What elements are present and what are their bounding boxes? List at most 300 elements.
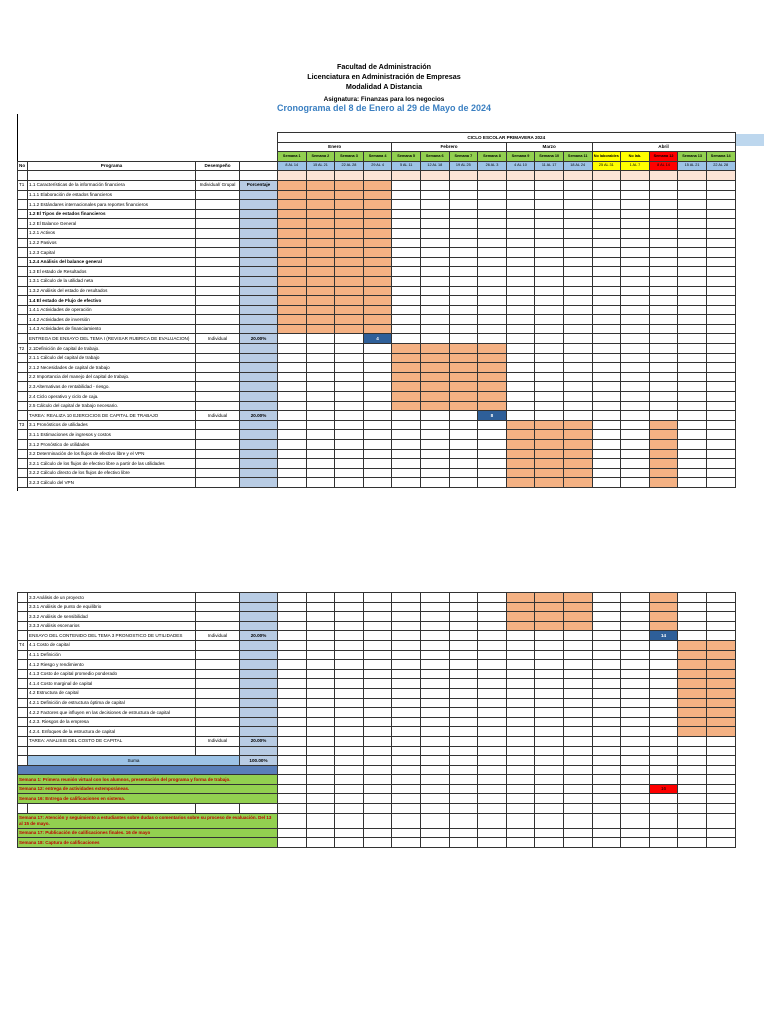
week-cell (592, 717, 621, 727)
row-topic (18, 334, 28, 344)
week-cell (621, 612, 650, 622)
week-cell (420, 305, 449, 315)
week-cell (478, 200, 507, 210)
week-cell (506, 679, 535, 689)
week-cell (649, 593, 678, 603)
week-cell (449, 180, 478, 190)
week-cell (392, 468, 421, 478)
week-header: Semana 10 (535, 152, 564, 162)
week-cell (306, 468, 335, 478)
week-cell (649, 228, 678, 238)
week-cell (621, 286, 650, 296)
week-cell (706, 631, 735, 641)
week-cell (506, 698, 535, 708)
row-mode (196, 324, 240, 334)
row-topic (18, 621, 28, 631)
row-activity: 3.3.1 Análisis de punto de equilibrio (28, 602, 196, 612)
week-cell (392, 717, 421, 727)
week-cell (363, 209, 392, 219)
row-percentage: 20.00% (240, 334, 278, 344)
week-cell (621, 267, 650, 277)
row-mode (196, 478, 240, 488)
week-cell (363, 765, 392, 775)
row-mode (196, 440, 240, 450)
week-cell (563, 200, 592, 210)
week-cell (449, 727, 478, 737)
week-cell (506, 688, 535, 698)
row-activity: 3.3.2 Análisis de sensibilidad (28, 612, 196, 622)
week-cell (506, 248, 535, 258)
week-cell (449, 315, 478, 325)
row-topic: T2 (18, 344, 28, 354)
week-cell (449, 305, 478, 315)
week-cell (678, 449, 707, 459)
row-percentage (240, 698, 278, 708)
week-cell (563, 650, 592, 660)
week-cell (706, 248, 735, 258)
week-cell (420, 640, 449, 650)
blank-cell (649, 746, 678, 756)
week-cell (449, 363, 478, 373)
week-cell (306, 276, 335, 286)
week-cell (506, 708, 535, 718)
week-cell (278, 775, 307, 785)
delivery-mark: 4 (363, 334, 392, 344)
week-cell (449, 621, 478, 631)
week-cell (478, 828, 507, 838)
week-cell (678, 669, 707, 679)
week-cell (621, 228, 650, 238)
week-cell (306, 401, 335, 411)
week-cell (306, 190, 335, 200)
row-percentage (240, 315, 278, 325)
week-cell (478, 813, 507, 828)
week-cell (563, 838, 592, 848)
row-mode (196, 353, 240, 363)
week-cell (535, 621, 564, 631)
row-activity: 2.1.2 Necesidades de capital de trabajo (28, 363, 196, 373)
week-cell (592, 315, 621, 325)
table-row (18, 468, 736, 478)
week-cell (306, 449, 335, 459)
week-cell (335, 794, 364, 804)
week-cell (563, 382, 592, 392)
week-cell (706, 286, 735, 296)
week-cell (420, 296, 449, 306)
row-topic (18, 238, 28, 248)
blank-cell (240, 804, 278, 814)
week-cell (392, 640, 421, 650)
week-cell (706, 401, 735, 411)
week-cell (678, 420, 707, 430)
week-cell (706, 765, 735, 775)
week-cell (420, 794, 449, 804)
week-cell (592, 631, 621, 641)
table-row (18, 344, 736, 354)
week-cell (278, 813, 307, 828)
week-cell (649, 267, 678, 277)
table-row (18, 401, 736, 411)
week-cell (506, 440, 535, 450)
week-cell (649, 257, 678, 267)
week-cell (563, 257, 592, 267)
week-cell (278, 228, 307, 238)
week-cell (678, 180, 707, 190)
week-cell (649, 315, 678, 325)
week-cell (592, 401, 621, 411)
week-cell (478, 612, 507, 622)
week-cell (363, 180, 392, 190)
week-cell (392, 698, 421, 708)
week-cell (563, 363, 592, 373)
row-percentage (240, 238, 278, 248)
week-cell (478, 209, 507, 219)
week-cell (535, 209, 564, 219)
table-row (18, 180, 736, 190)
week-cell (278, 612, 307, 622)
week-cell (449, 478, 478, 488)
week-cell (420, 838, 449, 848)
week-cell (420, 621, 449, 631)
week-cell (449, 209, 478, 219)
week-cell (678, 478, 707, 488)
row-topic (18, 679, 28, 689)
week-cell (335, 344, 364, 354)
row-percentage (240, 459, 278, 469)
row-percentage (240, 305, 278, 315)
week-cell (278, 756, 307, 766)
blank-cell (18, 746, 28, 756)
week-cell (420, 420, 449, 430)
week-cell (420, 736, 449, 746)
week-cell (420, 679, 449, 689)
week-cell (420, 324, 449, 334)
week-cell (335, 727, 364, 737)
week-cell (306, 353, 335, 363)
week-cell (649, 276, 678, 286)
week-cell (563, 449, 592, 459)
row-mode (196, 717, 240, 727)
week-cell (563, 228, 592, 238)
week-cell (535, 440, 564, 450)
week-cell (278, 828, 307, 838)
week-cell (563, 411, 592, 421)
week-cell (649, 828, 678, 838)
week-header: Semana 6 (420, 152, 449, 162)
week-cell (563, 478, 592, 488)
row-activity: 1.4.2 Actividades de inversión (28, 315, 196, 325)
week-cell (392, 660, 421, 670)
week-cell (649, 334, 678, 344)
week-cell (392, 838, 421, 848)
week-cell (306, 698, 335, 708)
week-cell (278, 219, 307, 229)
week-cell (335, 736, 364, 746)
week-cell (621, 708, 650, 718)
blank-cell (18, 804, 28, 814)
week-cell (592, 621, 621, 631)
week-cell (420, 228, 449, 238)
week-cell (449, 267, 478, 277)
table-row (18, 727, 736, 737)
week-cell (649, 411, 678, 421)
table-row (18, 640, 736, 650)
peach-cell (306, 171, 335, 181)
week-cell (592, 459, 621, 469)
week-cell (420, 363, 449, 373)
blank-cell (621, 746, 650, 756)
row-activity: 1.4.3 Actividades de financiamiento (28, 324, 196, 334)
week-cell (363, 296, 392, 306)
week-cell (449, 650, 478, 660)
week-cell (449, 190, 478, 200)
table-row (18, 736, 736, 746)
row-activity: 4.2 Estructura de capital (28, 688, 196, 698)
week-cell (363, 640, 392, 650)
table-row (18, 698, 736, 708)
row-activity: 2.1.1 Cálculo del capital de trabajo (28, 353, 196, 363)
week-cell (392, 363, 421, 373)
week-cell (449, 468, 478, 478)
week-cell (621, 296, 650, 306)
week-cell (335, 449, 364, 459)
blank-cell (706, 804, 735, 814)
week-cell (706, 372, 735, 382)
row-mode (196, 286, 240, 296)
week-cell (621, 736, 650, 746)
week-cell (392, 459, 421, 469)
week-header: Semana 3 (335, 152, 364, 162)
row-mode: Individual (196, 411, 240, 421)
week-cell (478, 775, 507, 785)
week-cell (621, 679, 650, 689)
week-cell (363, 440, 392, 450)
row-activity: ENSAYO DEL CONTENIDO DEL TEMA 3 PRONOSTICO DE UTILIDADES (28, 631, 196, 641)
row-percentage (240, 276, 278, 286)
week-cell (621, 478, 650, 488)
week-cell (706, 621, 735, 631)
blank-cell (678, 746, 707, 756)
week-cell (506, 784, 535, 794)
row-topic (18, 727, 28, 737)
week-cell (306, 305, 335, 315)
row-mode (196, 344, 240, 354)
week-cell (621, 449, 650, 459)
week-cell (363, 267, 392, 277)
week-cell (306, 296, 335, 306)
week-cell (278, 372, 307, 382)
week-cell (306, 228, 335, 238)
week-cell (621, 621, 650, 631)
week-cell (363, 621, 392, 631)
week-cell (535, 392, 564, 402)
week-cell (278, 727, 307, 737)
week-cell (420, 257, 449, 267)
week-cell (392, 209, 421, 219)
week-cell (278, 631, 307, 641)
week-cell (535, 372, 564, 382)
week-cell (506, 411, 535, 421)
week-cell (592, 440, 621, 450)
week-date: 1 AL 7 (621, 161, 650, 171)
week-cell (592, 430, 621, 440)
week-cell (420, 784, 449, 794)
week-cell (278, 621, 307, 631)
week-cell (363, 708, 392, 718)
row-topic (18, 708, 28, 718)
week-cell (535, 688, 564, 698)
week-cell (621, 717, 650, 727)
week-cell (706, 315, 735, 325)
row-percentage (240, 344, 278, 354)
blank-cell (535, 804, 564, 814)
week-cell (592, 190, 621, 200)
week-cell (335, 621, 364, 631)
week-cell (535, 838, 564, 848)
week-cell (621, 392, 650, 402)
row-mode (196, 612, 240, 622)
week-cell (335, 267, 364, 277)
row-activity: 4.2.3. Riesgos de la empresa (28, 717, 196, 727)
week-cell (706, 180, 735, 190)
table-row (18, 679, 736, 689)
week-cell (621, 765, 650, 775)
week-header: No lab. (621, 152, 650, 162)
week-cell (363, 315, 392, 325)
week-cell (563, 209, 592, 219)
week-cell (621, 411, 650, 421)
row-topic (18, 190, 28, 200)
row-mode (196, 688, 240, 698)
week-cell (706, 698, 735, 708)
week-cell (478, 248, 507, 258)
week-cell (420, 828, 449, 838)
week-cell (706, 736, 735, 746)
week-cell (506, 200, 535, 210)
week-cell (535, 717, 564, 727)
week-cell (563, 631, 592, 641)
row-activity: 1.2.1 Activos (28, 228, 196, 238)
month-header: Abril (592, 142, 735, 152)
row-activity: 4.2.1 Definición de estructura óptima de capital (28, 698, 196, 708)
week-cell (621, 756, 650, 766)
row-mode: Individual (196, 334, 240, 344)
week-cell (535, 305, 564, 315)
row-topic (18, 468, 28, 478)
week-cell (506, 640, 535, 650)
week-cell (563, 813, 592, 828)
week-cell (706, 209, 735, 219)
week-cell (506, 631, 535, 641)
week-cell (563, 305, 592, 315)
row-percentage (240, 621, 278, 631)
week-cell (649, 305, 678, 315)
row-percentage (240, 392, 278, 402)
week-cell (506, 180, 535, 190)
week-cell (621, 838, 650, 848)
week-cell (678, 382, 707, 392)
week-cell (706, 708, 735, 718)
week-cell (335, 248, 364, 258)
week-cell (563, 669, 592, 679)
week-cell (478, 324, 507, 334)
week-cell (478, 286, 507, 296)
week-cell (535, 660, 564, 670)
week-cell (363, 219, 392, 229)
week-cell (335, 602, 364, 612)
week-cell (478, 420, 507, 430)
week-cell (535, 334, 564, 344)
week-cell (335, 756, 364, 766)
week-cell (306, 838, 335, 848)
week-cell (535, 468, 564, 478)
subject-title: Asignatura: Finanzas para los negocios (323, 96, 445, 103)
table-row (18, 708, 736, 718)
week-cell (420, 717, 449, 727)
row-mode (196, 669, 240, 679)
week-cell (449, 602, 478, 612)
row-mode (196, 267, 240, 277)
week-cell (563, 238, 592, 248)
week-cell (592, 727, 621, 737)
week-cell (278, 209, 307, 219)
row-mode (196, 363, 240, 373)
week-cell (420, 401, 449, 411)
week-cell (506, 794, 535, 804)
week-cell (563, 372, 592, 382)
week-cell (478, 602, 507, 612)
row-activity: TAREA: ANALISIS DEL COSTO DE CAPITAL (28, 736, 196, 746)
blank-cell (196, 746, 240, 756)
week-cell (535, 315, 564, 325)
peach-cell (649, 171, 678, 181)
week-cell (306, 669, 335, 679)
peach-cell (478, 171, 507, 181)
week-cell (306, 257, 335, 267)
row-activity: 1.4.1 Actividades de operación (28, 305, 196, 315)
week-cell (649, 679, 678, 689)
week-cell (478, 756, 507, 766)
week-cell (392, 430, 421, 440)
row-percentage: 20.00% (240, 736, 278, 746)
blank-cell (363, 746, 392, 756)
week-cell (592, 267, 621, 277)
sum-label: Suma (28, 756, 240, 766)
spacer-cell (18, 152, 278, 162)
row-topic (18, 411, 28, 421)
week-cell (678, 200, 707, 210)
week-cell (363, 660, 392, 670)
table-row (18, 305, 736, 315)
week-cell (678, 736, 707, 746)
week-cell (621, 382, 650, 392)
blank-cell (196, 804, 240, 814)
week-cell (278, 650, 307, 660)
row-topic (18, 717, 28, 727)
row-topic (18, 449, 28, 459)
row-mode (196, 660, 240, 670)
week-cell (649, 612, 678, 622)
week-cell (678, 631, 707, 641)
week-cell (478, 736, 507, 746)
week-cell (678, 363, 707, 373)
row-percentage (240, 363, 278, 373)
row-percentage (240, 593, 278, 603)
week-cell (420, 353, 449, 363)
week-cell (649, 238, 678, 248)
week-cell (678, 286, 707, 296)
row-topic (18, 276, 28, 286)
